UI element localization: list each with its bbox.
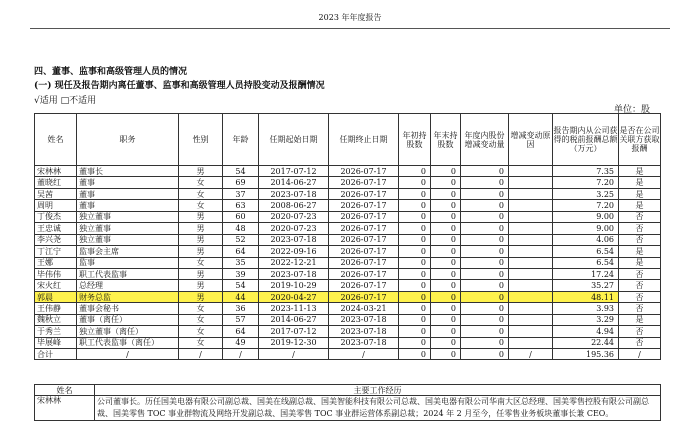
table-row: [35, 223, 661, 234]
cell-position: 职工代表监事: [77, 268, 179, 279]
col-header-compensation: 报告期内从公司获得的税前报酬总额（万元）: [553, 114, 619, 166]
cell-position: 董事: [77, 188, 179, 199]
cell-compensation: 6.54: [553, 246, 619, 257]
cell-related-party: 否: [619, 268, 661, 279]
table-row: [35, 303, 661, 314]
cell-compensation: 6.54: [553, 257, 619, 268]
cell-position: 董事: [77, 200, 179, 211]
cell-age: 57: [223, 314, 259, 325]
cell-change-reason: [509, 246, 553, 257]
cell-shares-begin: 0: [399, 349, 431, 360]
cell-name: 李兴尧: [35, 234, 77, 245]
cell-gender: 男: [179, 234, 223, 245]
cell-name: 吴茜: [35, 188, 77, 199]
cell-change-reason: /: [509, 349, 553, 360]
cell-term-end: 2026-07-17: [329, 166, 399, 177]
cell-age: 48: [223, 223, 259, 234]
cell-shares-end: 0: [431, 314, 461, 325]
cell-age: 37: [223, 188, 259, 199]
cell-compensation: 9.00: [553, 223, 619, 234]
cell-change-reason: [509, 223, 553, 234]
cell-shares-end: 0: [431, 291, 461, 302]
cell-name: 丁江宁: [35, 246, 77, 257]
cell-name: 宋林林: [35, 166, 77, 177]
cell-position: 董事长: [77, 166, 179, 177]
cell-age: 52: [223, 234, 259, 245]
cell-name: 董晓红: [35, 177, 77, 188]
cell-shares-begin: 0: [399, 303, 431, 314]
cell-term-end: 2026-07-17: [329, 268, 399, 279]
cell-shares-begin: 0: [399, 211, 431, 222]
cell-shares-end: 0: [431, 268, 461, 279]
cell-shares-change: 0: [461, 291, 509, 302]
cell-shares-change: 0: [461, 337, 509, 348]
cell-gender: 男: [179, 268, 223, 279]
cell-shares-change: 0: [461, 257, 509, 268]
cell-age: 69: [223, 177, 259, 188]
cell-name: 丁俊杰: [35, 211, 77, 222]
cell-compensation: 3.29: [553, 314, 619, 325]
cell-term-start: 2020-04-27: [259, 291, 329, 302]
cell-name: 周明: [35, 200, 77, 211]
cell-name: 宋火红: [35, 280, 77, 291]
cell-shares-end: 0: [431, 280, 461, 291]
table-row: [35, 200, 661, 211]
cell-term-end: 2026-07-17: [329, 177, 399, 188]
cell-related-party: 是: [619, 246, 661, 257]
col-header-shares-begin: 年初持股数: [399, 114, 431, 166]
cell-related-party: 是: [619, 166, 661, 177]
cell-shares-change: 0: [461, 303, 509, 314]
cell-name: 合计: [35, 349, 77, 360]
cell-term-end: 2026-07-17: [329, 211, 399, 222]
cell-position: 财务总监: [77, 291, 179, 302]
col-header-age: 年龄: [223, 114, 259, 166]
cell-gender: /: [179, 349, 223, 360]
cell-shares-end: 0: [431, 349, 461, 360]
table-row: [35, 234, 661, 245]
cell-change-reason: [509, 314, 553, 325]
cell-shares-begin: 0: [399, 280, 431, 291]
section-title: 四、董事、监事和高级管理人员的情况: [34, 67, 188, 77]
cell-term-end: 2026-07-17: [329, 188, 399, 199]
cell-name: 王忠诚: [35, 223, 77, 234]
cell-shares-begin: 0: [399, 337, 431, 348]
col-header-shares-change: 年度内股份增减变动量: [461, 114, 509, 166]
cell-gender: 女: [179, 326, 223, 337]
cell-term-start: 2023-11-13: [259, 303, 329, 314]
cell-shares-begin: 0: [399, 257, 431, 268]
cell-related-party: /: [619, 349, 661, 360]
cell-gender: 女: [179, 257, 223, 268]
cell-shares-begin: 0: [399, 234, 431, 245]
cell-shares-begin: 0: [399, 246, 431, 257]
table-row: [35, 166, 661, 177]
cell-term-end: 2026-07-17: [329, 200, 399, 211]
cell-position: 董事: [77, 177, 179, 188]
bio-name-cell: 宋林林: [35, 396, 95, 421]
cell-term-end: 2023-07-18: [329, 314, 399, 325]
cell-related-party: 否: [619, 326, 661, 337]
cell-position: 独立董事: [77, 234, 179, 245]
col-header-shares-end: 年末持股数: [431, 114, 461, 166]
cell-change-reason: [509, 234, 553, 245]
cell-shares-end: 0: [431, 246, 461, 257]
cell-term-end: 2024-03-21: [329, 303, 399, 314]
cell-age: 36: [223, 303, 259, 314]
holdings-table: [34, 113, 661, 360]
cell-gender: 女: [179, 314, 223, 325]
cell-gender: 女: [179, 177, 223, 188]
cell-change-reason: [509, 188, 553, 199]
page-header: 2023 年年度报告: [318, 13, 382, 22]
cell-shares-change: 0: [461, 314, 509, 325]
cell-shares-begin: 0: [399, 268, 431, 279]
cell-position: 监事: [77, 257, 179, 268]
cell-shares-end: 0: [431, 234, 461, 245]
cell-position: 监事会主席: [77, 246, 179, 257]
cell-age: 39: [223, 268, 259, 279]
cell-gender: 女: [179, 337, 223, 348]
cell-shares-change: 0: [461, 268, 509, 279]
cell-shares-begin: 0: [399, 177, 431, 188]
cell-term-start: 2020-07-23: [259, 211, 329, 222]
cell-position: 总经理: [77, 280, 179, 291]
table-row: [35, 257, 661, 268]
col-header-gender: 性别: [179, 114, 223, 166]
cell-related-party: 是: [619, 314, 661, 325]
cell-term-end: 2026-07-17: [329, 280, 399, 291]
cell-shares-end: 0: [431, 223, 461, 234]
cell-change-reason: [509, 303, 553, 314]
cell-term-start: 2017-07-12: [259, 326, 329, 337]
cell-shares-end: 0: [431, 200, 461, 211]
unit-label: 单位：股: [613, 105, 650, 115]
cell-position: 董事（离任）: [77, 314, 179, 325]
cell-change-reason: [509, 268, 553, 279]
cell-shares-change: 0: [461, 177, 509, 188]
cell-change-reason: [509, 211, 553, 222]
col-header-change-reason: 增减变动原因: [509, 114, 553, 166]
cell-change-reason: [509, 337, 553, 348]
cell-related-party: 否: [619, 234, 661, 245]
cell-compensation: 4.06: [553, 234, 619, 245]
cell-term-start: 2014-06-27: [259, 314, 329, 325]
cell-shares-begin: 0: [399, 314, 431, 325]
cell-shares-end: 0: [431, 177, 461, 188]
cell-term-end: 2026-07-17: [329, 223, 399, 234]
cell-name: 于秀兰: [35, 326, 77, 337]
cell-related-party: 否: [619, 211, 661, 222]
cell-gender: 男: [179, 211, 223, 222]
cell-position: /: [77, 349, 179, 360]
cell-position: 独立董事（离任）: [77, 326, 179, 337]
biography-table: [34, 384, 661, 421]
table-row: [35, 177, 661, 188]
cell-age: 60: [223, 211, 259, 222]
cell-change-reason: [509, 291, 553, 302]
cell-shares-change: 0: [461, 280, 509, 291]
cell-gender: 男: [179, 280, 223, 291]
table-row: [35, 291, 661, 302]
cell-shares-change: 0: [461, 211, 509, 222]
cell-shares-change: 0: [461, 188, 509, 199]
cell-related-party: 否: [619, 303, 661, 314]
cell-age: /: [223, 349, 259, 360]
cell-change-reason: [509, 200, 553, 211]
cell-shares-end: 0: [431, 188, 461, 199]
cell-name: 王娜: [35, 257, 77, 268]
cell-gender: 女: [179, 200, 223, 211]
cell-gender: 男: [179, 291, 223, 302]
cell-term-end: 2026-07-17: [329, 257, 399, 268]
cell-term-start: 2023-07-18: [259, 234, 329, 245]
cell-gender: 男: [179, 223, 223, 234]
cell-gender: 男: [179, 246, 223, 257]
cell-gender: 女: [179, 188, 223, 199]
cell-change-reason: [509, 257, 553, 268]
cell-shares-change: 0: [461, 234, 509, 245]
cell-position: 董事会秘书: [77, 303, 179, 314]
col-header-related-party: 是否在公司关联方获取报酬: [619, 114, 661, 166]
cell-age: 49: [223, 337, 259, 348]
cell-related-party: 否: [619, 291, 661, 302]
col-header-name: 姓名: [35, 114, 77, 166]
bio-row: [35, 396, 661, 421]
cell-shares-begin: 0: [399, 223, 431, 234]
cell-age: 54: [223, 280, 259, 291]
cell-shares-begin: 0: [399, 326, 431, 337]
cell-term-start: /: [259, 349, 329, 360]
cell-term-start: 2019-12-30: [259, 337, 329, 348]
table-row: [35, 280, 661, 291]
cell-compensation: 9.00: [553, 211, 619, 222]
cell-related-party: 否: [619, 337, 661, 348]
cell-shares-begin: 0: [399, 291, 431, 302]
cell-shares-change: 0: [461, 246, 509, 257]
cell-compensation: 7.20: [553, 177, 619, 188]
bio-header-row: [35, 385, 661, 396]
cell-shares-end: 0: [431, 211, 461, 222]
cell-age: 63: [223, 200, 259, 211]
cell-compensation: 7.20: [553, 200, 619, 211]
cell-term-start: 2023-07-18: [259, 188, 329, 199]
cell-shares-begin: 0: [399, 188, 431, 199]
cell-shares-change: 0: [461, 166, 509, 177]
cell-position: 独立董事: [77, 211, 179, 222]
cell-age: 35: [223, 257, 259, 268]
section-subtitle: (一) 现任及报告期内离任董事、监事和高级管理人员持股变动及报酬情况: [34, 81, 325, 91]
cell-related-party: 是: [619, 177, 661, 188]
cell-change-reason: [509, 326, 553, 337]
table-row: [35, 211, 661, 222]
cell-term-start: 2022-12-21: [259, 257, 329, 268]
cell-position: 职工代表监事（离任）: [77, 337, 179, 348]
cell-compensation: 7.35: [553, 166, 619, 177]
cell-change-reason: [509, 177, 553, 188]
bio-col-header-experience: 主要工作经历: [95, 385, 661, 396]
cell-compensation: 195.36: [553, 349, 619, 360]
cell-compensation: 3.93: [553, 303, 619, 314]
cell-compensation: 17.24: [553, 268, 619, 279]
applicability-options: √适用 □不适用: [34, 96, 97, 106]
cell-term-start: 2008-06-27: [259, 200, 329, 211]
cell-shares-change: 0: [461, 200, 509, 211]
cell-gender: 女: [179, 303, 223, 314]
cell-name: 魏秋立: [35, 314, 77, 325]
cell-compensation: 3.25: [553, 188, 619, 199]
cell-related-party: 是: [619, 188, 661, 199]
cell-term-start: 2020-07-23: [259, 223, 329, 234]
cell-age: 54: [223, 166, 259, 177]
cell-compensation: 4.94: [553, 326, 619, 337]
cell-compensation: 35.27: [553, 280, 619, 291]
cell-term-start: 2014-06-27: [259, 177, 329, 188]
table-row: [35, 188, 661, 199]
cell-shares-end: 0: [431, 303, 461, 314]
cell-term-end: 2026-07-17: [329, 234, 399, 245]
cell-related-party: 否: [619, 223, 661, 234]
cell-compensation: 48.11: [553, 291, 619, 302]
cell-term-start: 2019-10-29: [259, 280, 329, 291]
table-row: [35, 314, 661, 325]
cell-name: 毕伟伟: [35, 268, 77, 279]
cell-shares-end: 0: [431, 326, 461, 337]
cell-name: 郭晨: [35, 291, 77, 302]
total-row: [35, 349, 661, 360]
cell-age: 64: [223, 246, 259, 257]
cell-related-party: 是: [619, 257, 661, 268]
cell-related-party: 否: [619, 280, 661, 291]
table-row: [35, 268, 661, 279]
table-row: [35, 326, 661, 337]
cell-name: 毕展峰: [35, 337, 77, 348]
cell-change-reason: [509, 166, 553, 177]
table-row: [35, 246, 661, 257]
cell-name: 王伟静: [35, 303, 77, 314]
cell-term-end: 2023-07-18: [329, 326, 399, 337]
bio-experience-cell: 公司董事长。历任国美电器有限公司副总裁、国美在线副总裁、国美智能科技有限公司总裁、国美电器有限公司华南大区总经理、国美零售控股有限公司副总裁、国美零售 TOC 事业群物流及网络开发副总裁、国美零售 TOC 事业群运营体系副总裁；2024 年 2 月至今，任零售业务板块董事长兼 CEO。: [95, 396, 661, 421]
header-rule: [30, 28, 670, 29]
cell-shares-change: 0: [461, 349, 509, 360]
cell-term-end: /: [329, 349, 399, 360]
cell-related-party: 是: [619, 200, 661, 211]
cell-compensation: 22.44: [553, 337, 619, 348]
cell-shares-begin: 0: [399, 200, 431, 211]
cell-age: 64: [223, 326, 259, 337]
bio-col-header-name: 姓名: [35, 385, 95, 396]
cell-change-reason: [509, 280, 553, 291]
col-header-position: 职务: [77, 114, 179, 166]
cell-position: 独立董事: [77, 223, 179, 234]
table-row: [35, 337, 661, 348]
cell-shares-end: 0: [431, 166, 461, 177]
cell-shares-begin: 0: [399, 166, 431, 177]
cell-term-start: 2017-07-12: [259, 166, 329, 177]
cell-shares-change: 0: [461, 223, 509, 234]
cell-age: 44: [223, 291, 259, 302]
table-header-row: [35, 114, 661, 166]
cell-term-end: 2023-07-18: [329, 337, 399, 348]
col-header-term-end: 任期终止日期: [329, 114, 399, 166]
cell-shares-end: 0: [431, 337, 461, 348]
cell-shares-end: 0: [431, 257, 461, 268]
cell-term-start: 2022-09-16: [259, 246, 329, 257]
cell-term-end: 2026-07-17: [329, 246, 399, 257]
cell-term-start: 2023-07-18: [259, 268, 329, 279]
cell-shares-change: 0: [461, 326, 509, 337]
col-header-term-start: 任期起始日期: [259, 114, 329, 166]
cell-term-end: 2026-07-17: [329, 291, 399, 302]
cell-gender: 男: [179, 166, 223, 177]
